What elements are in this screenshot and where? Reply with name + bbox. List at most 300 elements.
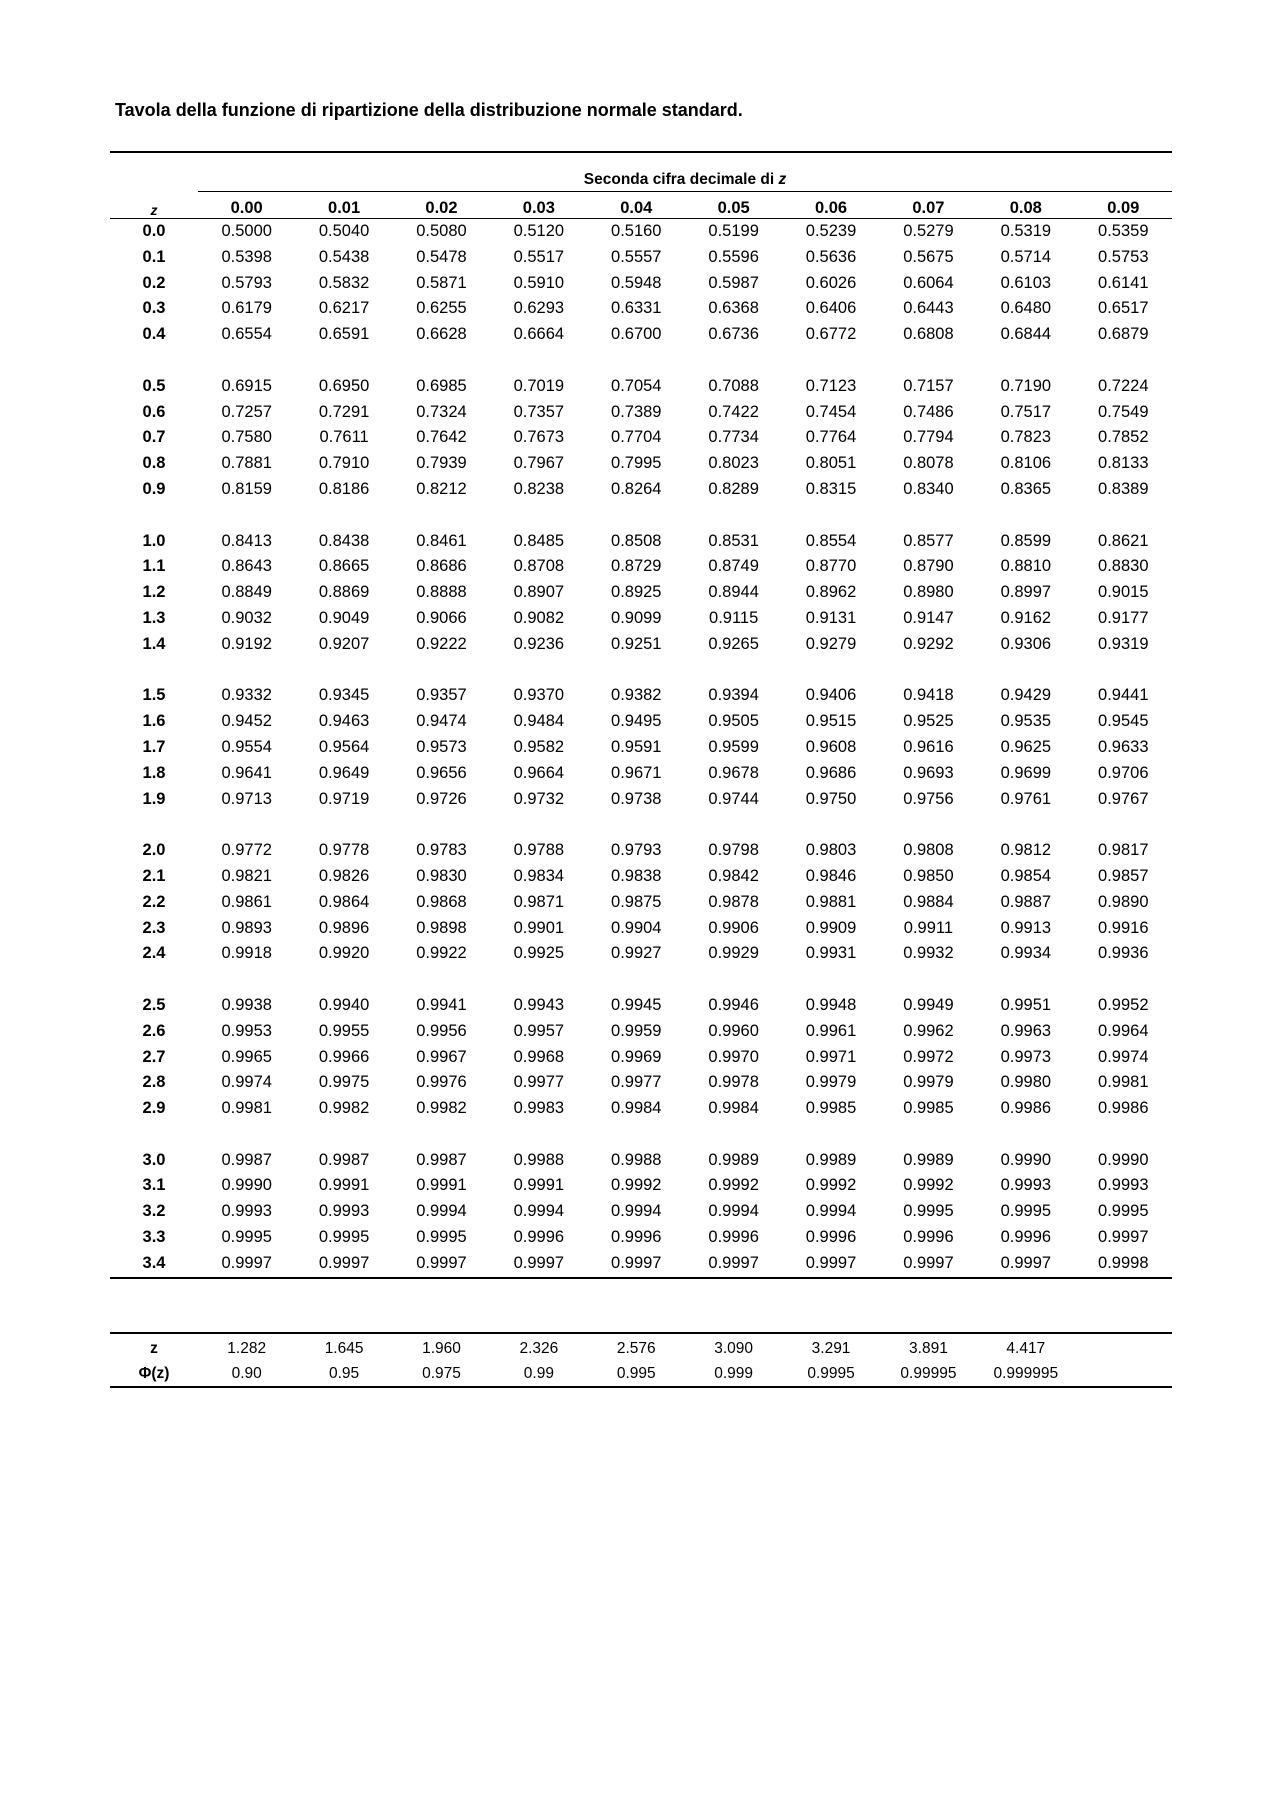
table-cell: 0.9993: [1000, 1176, 1052, 1195]
table-cell: 0.8665: [318, 557, 370, 576]
table-cell: 0.8554: [805, 531, 857, 550]
table-cell: 0.8212: [416, 479, 467, 498]
table-cell: 0.6331: [611, 299, 662, 318]
table-cell: 0.9608: [805, 737, 857, 756]
table-cell: 0.9981: [221, 1099, 272, 1118]
row-label: 2.1: [142, 866, 166, 885]
table-cell: 0.9996: [708, 1228, 759, 1247]
quantile-phi-row: [110, 1361, 1172, 1387]
table-cell: 0.5398: [221, 247, 272, 266]
table-cell: 0.5517: [513, 247, 565, 266]
table-cell: 0.6517: [1098, 299, 1149, 318]
table-cell: 0.5239: [805, 222, 857, 240]
table-row: [110, 219, 1172, 245]
normal-cdf-table: [110, 151, 1172, 1279]
table-cell: 0.5000: [221, 222, 272, 240]
table-cell: 0.5871: [416, 273, 467, 292]
row-label: 0.7: [142, 428, 166, 447]
table-cell: 0.9945: [611, 995, 662, 1014]
table-cell: 0.9943: [513, 995, 565, 1014]
column-header: 0.05: [685, 192, 782, 219]
table-cell: 0.9884: [903, 892, 954, 911]
table-row: [110, 374, 1172, 400]
table-cell: 0.9830: [416, 866, 467, 885]
table-cell: 0.6736: [708, 325, 759, 344]
table-cell: 0.8159: [221, 479, 272, 498]
table-cell: 0.9949: [903, 995, 954, 1014]
group-spacer: [110, 348, 1172, 374]
column-header: 0.03: [490, 192, 587, 219]
table-cell: 0.9177: [1098, 608, 1149, 627]
table-cell: 0.9906: [708, 918, 759, 937]
table-cell: 0.9236: [513, 634, 565, 653]
row-label: 0.2: [142, 273, 166, 292]
row-label: 1.2: [142, 583, 166, 602]
table-row: [110, 529, 1172, 555]
row-label: 0.0: [142, 222, 166, 240]
table-cell: 0.8643: [221, 557, 272, 576]
row-label: 0.4: [142, 325, 166, 344]
table-cell: 0.7764: [805, 428, 857, 447]
quantile-z-cell: 2.326: [519, 1340, 559, 1357]
table-row: [110, 916, 1172, 942]
table-cell: 0.9868: [416, 892, 467, 911]
table-cell: 0.5793: [221, 273, 272, 292]
table-cell: 0.9925: [513, 944, 565, 963]
row-label: 3.3: [142, 1228, 166, 1247]
table-cell: 0.9941: [416, 995, 467, 1014]
table-cell: 0.9997: [611, 1253, 662, 1272]
table-cell: 0.7019: [513, 376, 565, 395]
table-cell: 0.9484: [513, 712, 565, 731]
table-cell: 0.9495: [611, 712, 662, 731]
table-cell: 0.9987: [318, 1150, 370, 1169]
table-cell: 0.8238: [513, 479, 565, 498]
quantile-z-label: z: [150, 1340, 158, 1357]
table-cell: 0.9920: [318, 944, 370, 963]
page-title: Tavola della funzione di ripartizione della distribuzione normale standard.: [115, 100, 743, 120]
table-cell: 0.5199: [708, 222, 759, 240]
table-cell: 0.9960: [708, 1021, 759, 1040]
table-cell: 0.8944: [708, 583, 759, 602]
table-cell: 0.8461: [416, 531, 467, 550]
table-cell: 0.9997: [318, 1253, 370, 1272]
table-cell: 0.9996: [903, 1228, 954, 1247]
table-row: [110, 606, 1172, 632]
table-cell: 0.9997: [903, 1253, 954, 1272]
table-cell: 0.9861: [221, 892, 272, 911]
quantile-phi-cell: 0.95: [329, 1365, 360, 1382]
table-cell: 0.6368: [708, 299, 759, 318]
table-cell: 0.9706: [1098, 763, 1149, 782]
table-cell: 0.7486: [903, 402, 954, 421]
column-header: 0.08: [977, 192, 1074, 219]
table-cell: 0.9992: [708, 1176, 759, 1195]
table-cell: 0.9995: [221, 1228, 272, 1247]
table-row: [110, 554, 1172, 580]
table-cell: 0.9990: [1098, 1150, 1149, 1169]
table-cell: 0.9934: [1000, 944, 1052, 963]
table-row: [110, 580, 1172, 606]
table-cell: 0.7422: [708, 402, 759, 421]
table-cell: 0.8508: [611, 531, 662, 550]
table-cell: 0.9564: [318, 737, 370, 756]
table-cell: 0.9778: [318, 841, 370, 860]
table-cell: 0.9099: [611, 608, 662, 627]
table-cell: 0.9756: [903, 789, 954, 808]
table-row: [110, 1045, 1172, 1071]
table-cell: 0.9382: [611, 686, 662, 705]
table-cell: 0.9955: [318, 1021, 370, 1040]
table-cell: 0.9418: [903, 686, 954, 705]
table-cell: 0.8531: [708, 531, 759, 550]
table-cell: 0.9878: [708, 892, 759, 911]
table-cell: 0.8770: [805, 557, 857, 576]
table-cell: 0.9265: [708, 634, 759, 653]
table-cell: 0.7939: [416, 454, 467, 473]
table-cell: 0.6915: [221, 376, 272, 395]
row-label: 0.3: [142, 299, 166, 318]
table-cell: 0.9989: [805, 1150, 857, 1169]
table-cell: 0.5359: [1098, 222, 1149, 240]
table-row: [110, 1148, 1172, 1174]
table-cell: 0.9641: [221, 763, 272, 782]
table-row: [110, 864, 1172, 890]
quantile-phi-cell: 0.999995: [993, 1365, 1059, 1382]
table-row: [110, 245, 1172, 271]
table-cell: 0.8599: [1000, 531, 1052, 550]
table-cell: 0.9793: [611, 841, 662, 860]
table-cell: 0.9988: [611, 1150, 662, 1169]
table-cell: 0.9982: [318, 1099, 370, 1118]
table-cell: 0.8708: [513, 557, 565, 576]
quantile-z-cell: 3.891: [909, 1340, 948, 1357]
table-cell: 0.5120: [513, 222, 565, 240]
table-row: [110, 941, 1172, 967]
table-row: [110, 451, 1172, 477]
table-cell: 0.7123: [805, 376, 857, 395]
table-cell: 0.9995: [1000, 1202, 1052, 1221]
table-cell: 0.9996: [513, 1228, 565, 1247]
table-cell: 0.9893: [221, 918, 272, 937]
table-cell: 0.9966: [318, 1047, 370, 1066]
table-cell: 0.5040: [318, 222, 370, 240]
table-cell: 0.9719: [318, 789, 370, 808]
table-cell: 0.9909: [805, 918, 857, 937]
table-cell: 0.8485: [513, 531, 565, 550]
table-cell: 0.8849: [221, 583, 272, 602]
table-cell: 0.9834: [513, 866, 565, 885]
table-cell: 0.9911: [903, 918, 954, 937]
table-cell: 0.9953: [221, 1021, 272, 1040]
table-row: [110, 993, 1172, 1019]
table-cell: 0.9974: [1098, 1047, 1149, 1066]
table-cell: 0.9995: [318, 1228, 370, 1247]
table-cell: 0.7324: [416, 402, 467, 421]
table-cell: 0.9850: [903, 866, 954, 885]
table-cell: 0.9918: [221, 944, 272, 963]
quantile-z-cell: 1.960: [422, 1340, 461, 1357]
table-cell: 0.9997: [805, 1253, 857, 1272]
table-cell: 0.9970: [708, 1047, 759, 1066]
quantile-table: [110, 1332, 1172, 1388]
table-row: [110, 271, 1172, 297]
table-cell: 0.9995: [1098, 1202, 1149, 1221]
table-cell: 0.6554: [221, 325, 272, 344]
table-cell: 0.9922: [416, 944, 467, 963]
table-cell: 0.6844: [1000, 325, 1052, 344]
table-cell: 0.6443: [903, 299, 954, 318]
table-row: [110, 477, 1172, 503]
table-cell: 0.9952: [1098, 995, 1149, 1014]
quantile-phi-cell: 0.90: [231, 1365, 262, 1382]
table-cell: 0.9927: [611, 944, 662, 963]
table-cell: 0.9625: [1000, 737, 1052, 756]
group-spacer: [110, 1122, 1172, 1148]
table-cell: 0.6772: [805, 325, 857, 344]
table-cell: 0.9973: [1000, 1047, 1052, 1066]
table-cell: 0.8888: [416, 583, 467, 602]
table-row: [110, 1225, 1172, 1251]
table-cell: 0.9968: [513, 1047, 565, 1066]
quantile-phi-cell: 0.99: [523, 1365, 554, 1382]
table-cell: 0.9671: [611, 763, 662, 782]
table-cell: 0.9803: [805, 841, 857, 860]
table-cell: 0.9946: [708, 995, 759, 1014]
table-cell: 0.9162: [1000, 608, 1052, 627]
table-cell: 0.9515: [805, 712, 857, 731]
table-cell: 0.8869: [318, 583, 370, 602]
table-cell: 0.8830: [1098, 557, 1149, 576]
row-label: 1.9: [142, 789, 166, 808]
table-cell: 0.9812: [1000, 841, 1052, 860]
table-row: [110, 296, 1172, 322]
table-cell: 0.9991: [513, 1176, 565, 1195]
table-cell: 0.9971: [805, 1047, 857, 1066]
table-cell: 0.9474: [416, 712, 467, 731]
table-cell: 0.9699: [1000, 763, 1052, 782]
row-label: 2.8: [142, 1073, 166, 1092]
table-cell: 0.9901: [513, 918, 565, 937]
table-cell: 0.9744: [708, 789, 759, 808]
table-cell: 0.7517: [1000, 402, 1052, 421]
table-cell: 0.7823: [1000, 428, 1052, 447]
table-cell: 0.9904: [611, 918, 662, 937]
table-row: [110, 322, 1172, 348]
table-cell: 0.9989: [708, 1150, 759, 1169]
table-row: [110, 1199, 1172, 1225]
table-cell: 0.6064: [903, 273, 954, 292]
table-cell: 0.9931: [805, 944, 857, 963]
table-cell: 0.9357: [416, 686, 467, 705]
table-cell: 0.9881: [805, 892, 857, 911]
table-cell: 0.9817: [1098, 841, 1149, 860]
table-cell: 0.6026: [805, 273, 857, 292]
quantile-z-cell: 3.090: [714, 1340, 754, 1357]
table-cell: 0.8106: [1000, 454, 1052, 473]
row-label: 1.4: [142, 634, 166, 653]
table-cell: 0.9997: [1000, 1253, 1052, 1272]
table-cell: 0.9997: [221, 1253, 272, 1272]
table-row: [110, 1251, 1172, 1278]
table-row: [110, 1173, 1172, 1199]
quantile-phi-cell: 0.975: [422, 1365, 461, 1382]
column-header: 0.00: [198, 192, 295, 219]
table-cell: 0.8186: [318, 479, 370, 498]
table-cell: 0.9962: [903, 1021, 954, 1040]
row-label: 1.1: [142, 557, 166, 576]
table-cell: 0.9977: [611, 1073, 662, 1092]
table-cell: 0.9871: [513, 892, 565, 911]
table-cell: 0.6985: [416, 376, 467, 395]
table-cell: 0.9535: [1000, 712, 1052, 731]
table-cell: 0.7995: [611, 454, 662, 473]
table-cell: 0.9750: [805, 789, 857, 808]
group-spacer: [110, 658, 1172, 684]
table-cell: 0.9989: [903, 1150, 954, 1169]
table-cell: 0.9957: [513, 1021, 565, 1040]
table-cell: 0.5636: [805, 247, 857, 266]
table-cell: 0.9975: [318, 1073, 370, 1092]
table-cell: 0.8621: [1098, 531, 1149, 550]
table-cell: 0.9974: [221, 1073, 272, 1092]
table-cell: 0.9987: [221, 1150, 272, 1169]
table-cell: 0.5675: [903, 247, 954, 266]
table-row: [110, 1019, 1172, 1045]
table-cell: 0.8980: [903, 583, 954, 602]
table-cell: 0.7734: [708, 428, 759, 447]
table-row: [110, 632, 1172, 658]
table-row: [110, 890, 1172, 916]
table-cell: 0.9997: [513, 1253, 565, 1272]
table-cell: 0.9452: [221, 712, 272, 731]
table-cell: 0.9998: [1098, 1253, 1149, 1272]
table-cell: 0.9838: [611, 866, 662, 885]
row-label: 1.5: [142, 686, 166, 705]
table-cell: 0.9938: [221, 995, 272, 1014]
table-cell: 0.9992: [805, 1176, 857, 1195]
table-cell: 0.9582: [513, 737, 565, 756]
table-cell: 0.5714: [1000, 247, 1052, 266]
quantile-phi-cell: 0.9995: [807, 1365, 855, 1382]
table-cell: 0.8729: [611, 557, 662, 576]
table-cell: 0.7291: [318, 402, 370, 421]
table-cell: 0.9545: [1098, 712, 1149, 731]
table-cell: 0.8438: [318, 531, 370, 550]
table-cell: 0.8749: [708, 557, 759, 576]
table-cell: 0.9788: [513, 841, 565, 860]
table-cell: 0.9890: [1098, 892, 1149, 911]
table-cell: 0.9406: [805, 686, 857, 705]
table-cell: 0.9678: [708, 763, 759, 782]
row-label: 2.0: [142, 841, 166, 860]
row-label: 0.8: [142, 454, 166, 473]
table-cell: 0.9990: [221, 1176, 272, 1195]
table-cell: 0.8264: [611, 479, 662, 498]
table-cell: 0.6808: [903, 325, 954, 344]
column-header: 0.09: [1075, 192, 1173, 219]
table-cell: 0.9726: [416, 789, 467, 808]
table-cell: 0.5910: [513, 273, 565, 292]
table-cell: 0.9394: [708, 686, 759, 705]
table-cell: 0.8078: [903, 454, 954, 473]
table-cell: 0.9992: [611, 1176, 662, 1195]
table-cell: 0.9994: [805, 1202, 857, 1221]
table-row: [110, 683, 1172, 709]
table-cell: 0.9972: [903, 1047, 954, 1066]
table-cell: 0.9948: [805, 995, 857, 1014]
table-cell: 0.9984: [708, 1099, 759, 1118]
table-row: [110, 425, 1172, 451]
table-cell: 0.9985: [903, 1099, 954, 1118]
table-cell: 0.9222: [416, 634, 467, 653]
table-cell: 0.9980: [1000, 1073, 1052, 1092]
table-cell: 0.5279: [903, 222, 954, 240]
table-cell: 0.9573: [416, 737, 467, 756]
quantile-phi-cell: 0.99995: [900, 1365, 957, 1382]
table-cell: 0.9015: [1098, 583, 1149, 602]
table-cell: 0.9981: [1098, 1073, 1149, 1092]
table-cell: 0.9332: [221, 686, 272, 705]
table-cell: 0.7967: [513, 454, 565, 473]
quantile-phi-cell: 0.995: [616, 1365, 656, 1382]
table-cell: 0.9985: [805, 1099, 857, 1118]
table-cell: 0.8133: [1098, 454, 1149, 473]
table-cell: 0.9842: [708, 866, 759, 885]
table-cell: 0.9887: [1000, 892, 1052, 911]
table-cell: 0.9997: [708, 1253, 759, 1272]
table-caption: [198, 152, 1172, 192]
table-cell: 0.9991: [318, 1176, 370, 1195]
table-cell: 0.9977: [513, 1073, 565, 1092]
table-cell: 0.6628: [416, 325, 467, 344]
table-cell: 0.9808: [903, 841, 954, 860]
table-cell: 0.9429: [1000, 686, 1052, 705]
table-cell: 0.7454: [805, 402, 857, 421]
table-cell: 0.9956: [416, 1021, 467, 1040]
row-label: 2.7: [142, 1047, 166, 1066]
group-spacer: [110, 503, 1172, 529]
table-cell: 0.9761: [1000, 789, 1052, 808]
caption-var: z: [778, 171, 787, 188]
table-cell: 0.9995: [416, 1228, 467, 1247]
table-cell: 0.7157: [903, 376, 954, 395]
table-cell: 0.9693: [903, 763, 954, 782]
table-cell: 0.5753: [1098, 247, 1149, 266]
row-header-label: z: [110, 192, 198, 219]
table-cell: 0.9997: [416, 1253, 467, 1272]
quantile-z-cell: 3.291: [811, 1340, 851, 1357]
table-cell: 0.6950: [318, 376, 370, 395]
table-cell: 0.9846: [805, 866, 857, 885]
table-cell: 0.8790: [903, 557, 954, 576]
row-label: 3.2: [142, 1202, 166, 1221]
table-cell: 0.9192: [221, 634, 272, 653]
table-cell: 0.9995: [903, 1202, 954, 1221]
table-row: [110, 709, 1172, 735]
table-cell: 0.9864: [318, 892, 370, 911]
table-cell: 0.9984: [611, 1099, 662, 1118]
table-cell: 0.7054: [611, 376, 662, 395]
table-row: [110, 1096, 1172, 1122]
table-cell: 0.9505: [708, 712, 759, 731]
table-cell: 0.6293: [513, 299, 565, 318]
table-row: [110, 787, 1172, 813]
row-label: 3.1: [142, 1176, 166, 1195]
table-cell: 0.8577: [903, 531, 954, 550]
table-cell: 0.9633: [1098, 737, 1149, 756]
table-cell: 0.9686: [805, 763, 857, 782]
